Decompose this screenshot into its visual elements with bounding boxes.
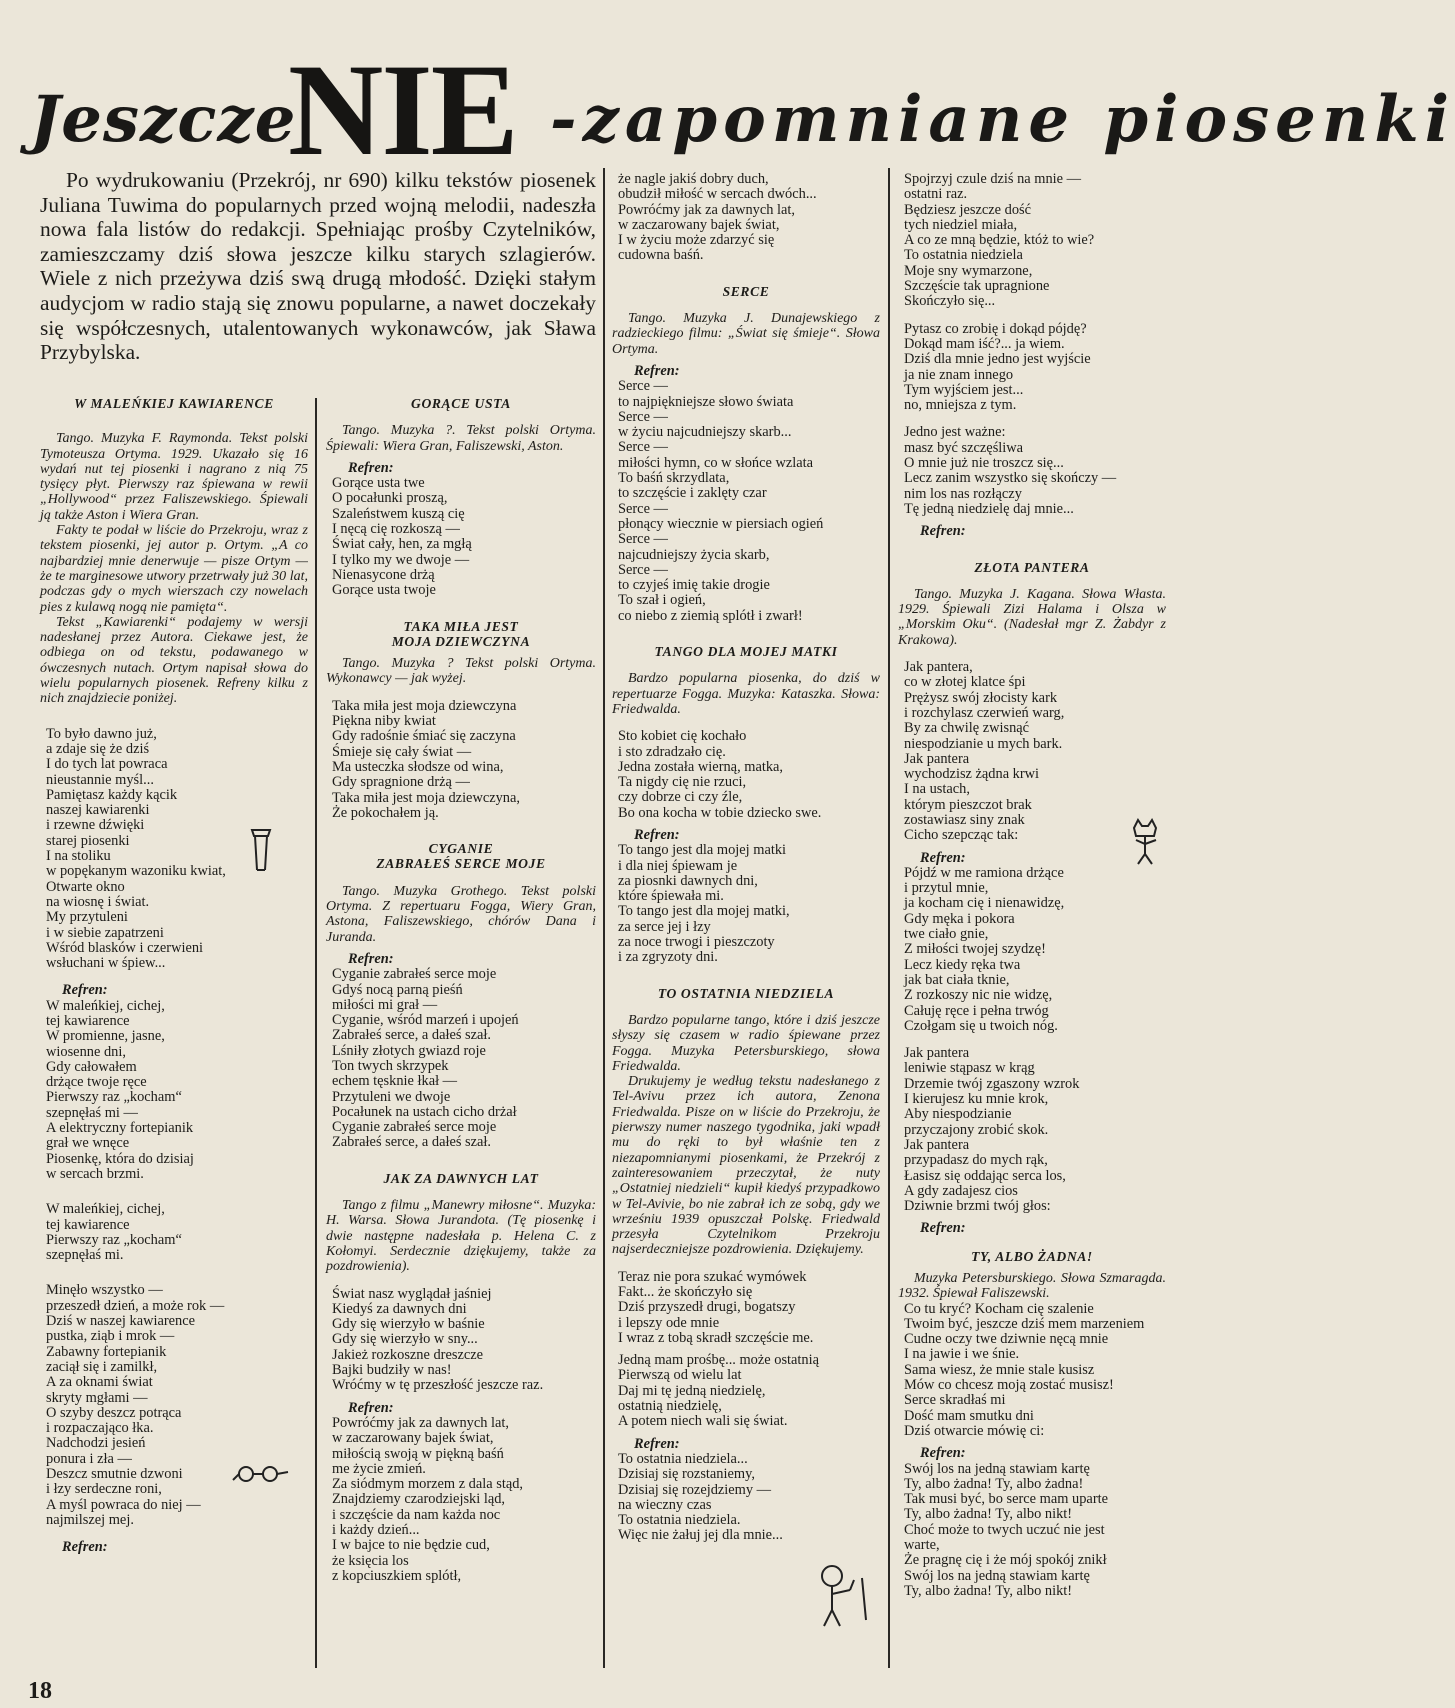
song-text: Co tu kryć? Kocham cię szalenie Twoim być, jeszcze dziś mem marzeniem Cudne oczy twe dziwnie nęcą mnie I na jawie i we śnie. Sama wiesz, że mnie stale kusisz Mów co chcesz moją zostać musisz! Serce skradłaś mi Dość mam smutku dni Dziś otwarcie mówię ci:	[904, 1300, 1145, 1439]
column-3	[612, 172, 880, 1544]
song-note: Fakty te podał w liście do Przekroju, wraz z tekstem piosenki, jej autor p. Ortym. „A co najbardziej mnie denerwuje — pisze Ortym — że te marginesowe utwory przetrwały już 30 lat, podczas gdy o mych wierszach czy nowelach pies z kulawą nogą nie pamięta“.	[40, 523, 308, 615]
column-rule	[888, 168, 890, 1668]
song-text: Pójdź w me ramiona drżące i przytul mnie, ja kocham cię i nienawidzę, Gdy męka i pokora twe ciało gnie, Z miłości twojej szydzę! Lecz kiedy ręka twa jak bat ciała tknie, Z rozkoszy nic nie widzę, Całuję ręce i pełna trwóg Czołgam się u twoich nóg.	[904, 864, 1065, 1034]
song-text: Spojrzyj czule dziś na mnie — ostatni raz. Będziesz jeszcze dość tych niedziel miała, A co ze mną będzie, któż to wie? To ostatnia niedziela Moje sny wymarzone, Szczęście tak upragnione Skończyło się...	[904, 171, 1095, 310]
song-title: TAKA MIŁA JEST MOJA DZIEWCZYNA	[391, 618, 531, 649]
song-text: Powróćmy jak za dawnych lat, w zaczarowany bajek świat, miłością swoją w piękną baśń me życie zmień. Za siódmym morzem z dala stąd, Znajdziemy czarodziejski ląd, i szczęście da nam każda noc i każdy dzień... I w bajce to nie będzie cud, że księcia los z kopciuszkiem splótł,	[332, 1414, 524, 1584]
column-2	[326, 396, 596, 1584]
song-text: Jak pantera, co w złotej klatce śpi Prężysz swój złocisty kark i rozchylasz czerwień warg, By za chwilę zwisnąć niespodzianie u mych bark. Jak pantera wychodzisz żądna krwi I na ustach, którym pieszczot brak zostawiasz siny znak Cicho szepcząc tak:	[904, 659, 1065, 844]
refren-label: Refren:	[348, 459, 394, 476]
refren-label: Refren:	[62, 982, 108, 999]
song-text: To tango jest dla mojej matki i dla niej śpiewam je za piosnki dawnych dni, które śpiewała mi. To tango jest dla mojej matki, za serce jej i łzy za noce trwogi i pieszczoty i za zgryzoty dni.	[618, 842, 790, 966]
song-title: W MALEŃKIEJ KAWIARENCE	[74, 396, 274, 411]
intro-text: Po wydrukowaniu (Przekrój, nr 690) kilku tekstów piosenek Juliana Tuwima do popularnych przed wojną melodii, nadeszła nowa fala listów do redakcji. Spełniając prośby Czytelników, zamieszczamy dziś słowa jeszcze kilku starych szlagierów. Wiele z nich przeżywa dziś swą drugą młodość. Dzięki stałym audycjom w radio stają się znowu popularne, a nawet doczekały się współczesnych, utalentowanych wykonawców, jak Sława Przybylska.	[40, 168, 596, 365]
song-title: ZŁOTA PANTERA	[974, 559, 1090, 575]
song-note: Tango z filmu „Manewry miłosne“. Muzyka: H. Warsa. Słowa Jurandota. (Tę piosenkę i dwie następne nadesłała p. Helena C. z Kołomyi. Serdecznie dziękujemy, także za pozdrowienia).	[326, 1198, 596, 1275]
song-verse: Minęło wszystko — przeszedł dzień, a może rok — Dziś w naszej kawiarence pustka, ziąb i mrok — Zabawny fortepianik zaciął się i zamilkł, A za oknami świat skryty mgłami — O szyby deszcz potrąca i rozpaczająco łka. Nadchodzi jesień ponura i zła — Deszcz smutnie dzwoni i łzy serdeczne roni, A myśl powraca do niej — najmilszej mej.	[46, 1282, 225, 1528]
microphone-sketch-icon	[244, 826, 278, 876]
song-title: JAK ZA DAWNYCH LAT	[383, 1170, 539, 1186]
refren-label: Refren:	[348, 950, 394, 967]
song-note: Bardzo popularne tango, które i dziś jeszcze słyszy się czasem w radio śpiewane przez Fogga. Muzyka Petersburskiego, słowa Friedwalda.	[612, 1012, 880, 1074]
song-text: że nagle jakiś dobry duch, obudził miłość w sercach dwóch... Powróćmy jak za dawnych lat, w zaczarowany bajek świat, I w życiu może zdarzyć się cudowna baśń.	[618, 171, 817, 264]
song-title: SERCE	[722, 283, 770, 299]
song-text: Świat nasz wyglądał jaśniej Kiedyś za dawnych dni Gdy się wierzyło w baśnie Gdy się wierzyło w sny... Jakież rozkoszne dreszcze Bajki budziły w nas! Wróćmy w tę przeszłość jeszcze raz.	[332, 1285, 544, 1394]
headline-right: -zapomniane piosenki	[550, 82, 1455, 157]
song-text: Jedno jest ważne: masz być szczęśliwa O mnie już nie troszcz się... Lecz zanim wszystko się skończy — nim los nas rozłączy Tę jedną niedzielę daj mnie...	[904, 424, 1117, 517]
song-title: TY, ALBO ŻADNA!	[971, 1248, 1093, 1264]
song-text: Taka miła jest moja dziewczyna Piękna niby kwiat Gdy radośnie śmiać się zaczyna Śmieje się cały świat — Ma usteczka słodsze od wina, Gdy spragnione drżą — Taka miła jest moja dziewczyna, Że pokochałem ją.	[332, 697, 520, 821]
refren-label: Refren:	[920, 523, 966, 540]
headline-left: Jeszcze	[30, 82, 297, 157]
column-rule	[603, 168, 605, 1668]
song-note: Muzyka Petersburskiego. Słowa Szmaragda. 1932. Śpiewał Faliszewski.	[898, 1271, 1166, 1302]
refren-label: Refren:	[634, 362, 680, 379]
song-note: Tango. Muzyka ? Tekst polski Ortyma. Wykonawcy — jak wyżej.	[326, 656, 596, 687]
song-text: Sto kobiet cię kochało i sto zdradzało cię. Jedna została wierną, matka, Ta nigdy cię nie rzuci, czy dobrze ci czy źle, Bo ona kocha w tobie dziecko swe.	[618, 728, 822, 821]
refren-label: Refren:	[920, 849, 966, 866]
song-text: Jak pantera leniwie stąpasz w krąg Drzemie twój zgaszony wzrok I kierujesz ku mnie krok, Aby niespodzianie przyczajony zrobić skok. Jak pantera przypadasz do mych rąk, Łasisz się oddając serca los, A gdy zadajesz cios Dziwnie brzmi twój głos:	[904, 1045, 1080, 1215]
song-text: Cyganie zabrałeś serce moje Gdyś nocą parną pieśń miłości mi grał — Cyganie, wśród marzeń i upojeń Zabrałeś serce, a dałeś szał. Lśniły złotych gwiazd roje Ton twych skrzypek echem tęsknie łkał — Przytuleni we dwoje Pocałunek na ustach cicho drżał Cyganie zabrałeś serce moje Zabrałeś serce, a dałeś szał.	[332, 966, 519, 1151]
song-text: To ostatnia niedziela... Dzisiaj się rozstaniemy, Dzisiaj się rozejdziemy — na wieczny czas To ostatnia niedziela. Więc nie żałuj jej dla mnie...	[618, 1450, 783, 1544]
song-text: Jedną mam prośbę... może ostatnią Pierwszą od wielu lat Daj mi tę jedną niedzielę, ostatnią niedzielę, A potem niech wali się świat.	[618, 1352, 820, 1430]
song-title: TO OSTATNIA NIEDZIELA	[657, 985, 835, 1001]
song-title: TANGO DLA MOJEJ MATKI	[654, 644, 838, 660]
song-text: Swój los na jedną stawiam kartę Ty, albo żadna! Ty, albo żadna! Tak musi być, bo serce mam uparte Ty, albo żadna! Ty, albo nikt! Choć może to twych uczuć nie jest warte, Że pragnę cię i że mój spokój znikł Swój los na jedną stawiam kartę Ty, albo żadna! Ty, albo nikt!	[904, 1460, 1108, 1599]
spectacles-sketch-icon	[230, 1460, 292, 1490]
refren-label: Refren:	[634, 1435, 680, 1452]
song-text: Gorące usta twe O pocałunki proszą, Szaleństwem kuszą cię I nęcą cię rozkoszą — Świat cały, hen, za mgłą I tylko my we dwoje — Nienasycone drżą Gorące usta twoje	[332, 475, 472, 599]
song-text: Pytasz co zrobię i dokąd pójdę? Dokąd mam iść?... ja wiem. Dziś dla mnie jedno jest wyjście ja nie znam innego Tym wyjściem jest... no, mniejsza z tym.	[904, 320, 1091, 414]
song-verse: To było dawno już, a zdaje się że dziś I do tych lat powraca nieustannie myśl... Pamiętasz każdy kącik naszej kawiarenki i rzewne dźwięki starej piosenki I na stoliku w popękanym wazoniku kwiat, Otwarte okno na wiosnę i świat. My przytuleni i w siebie zapatrzeni Wśród blasków i czerwieni wsłuchani w śpiew...	[46, 725, 226, 972]
song-note: Bardzo popularna piosenka, do dziś w repertuarze Fogga. Muzyka: Kataszka. Słowa: Friedwalda.	[612, 671, 880, 717]
column-1	[40, 396, 308, 1555]
song-note: Tekst „Kawiarenki“ podajemy w wersji nadesłanej przez Autora. Ciekawe jest, że odbiega on od tekstu, podawanego w ówczesnych nutach. Ortym napisał słowa do wielu popularnych piosenek. Refreny kilku z nich znajdziecie poniżej.	[40, 614, 308, 707]
refren-label: Refren:	[920, 1445, 966, 1462]
refren-label: Refren:	[634, 826, 680, 843]
refren-label: Refren:	[62, 1539, 108, 1556]
song-note: Tango. Muzyka J. Kagana. Słowa Własta. 1929. Śpiewali Zizi Halama i Olsza w „Morskim Oku“. (Nadesłał mgr Z. Żabdyr z Krakowa).	[898, 586, 1166, 648]
figure-sketch-icon	[810, 1560, 880, 1630]
song-note: Tango. Muzyka ?. Tekst polski Ortyma. Śpiewali: Wiera Gran, Faliszewski, Aston.	[326, 423, 596, 454]
song-title: CYGANIE ZABRAŁEŚ SERCE MOJE	[376, 841, 546, 872]
song-refren: W maleńkiej, cichej, tej kawiarence W promienne, jasne, wiosenne dni, Gdy całowałem drżące twoje ręce Pierwszy raz „kocham“ szepnęłaś mi — A elektryczny fortepianik grał we wnęce Piosenkę, która do dzisiaj w sercach brzmi.	[46, 997, 194, 1182]
refren-label: Refren:	[920, 1220, 966, 1237]
cat-sketch-icon	[1128, 818, 1162, 868]
song-text: Teraz nie pora szukać wymówek Fakt... że skończyło się Dziś przyszedł drugi, bogatszy i lepszy ode mnie I wraz z tobą skradł szczęście me.	[618, 1268, 814, 1346]
song-verse: W maleńkiej, cichej, tej kawiarence Pierwszy raz „kocham“ szepnęłaś mi.	[46, 1201, 182, 1264]
song-text: Serce — to najpiękniejsze słowo świata Serce — w życiu najcudniejszy skarb... Serce — miłości hymn, co w słońce wzlata To baśń skrzydlata, to szczęście i zaklęty czar Serce — płonący wiecznie w piersiach ogień Serce — najcudniejszy życia skarb, Serce — to czyjeś imię takie drogie To szał i ogień, co niebo z ziemią splótł i zwarł!	[618, 378, 824, 624]
refren-label: Refren:	[348, 1399, 394, 1416]
song-note: Tango. Muzyka J. Dunajewskiego z radzieckiego filmu: „Świat się śmieje“. Słowa Ortyma.	[612, 311, 880, 357]
song-title: GORĄCE USTA	[411, 396, 511, 411]
song-note: Tango. Muzyka F. Raymonda. Tekst polski Tymoteusza Ortyma. 1929. Ukazało się 16 wydań nut tej piosenki i nagrano z nią 75 tysięcy płyt. Pierwszy raz śpiewana w rewii „Hollywood“ przez Faliszewskiego. Śpiewali ją także Aston i Wiera Gran.	[40, 431, 308, 523]
page-number: 18	[28, 1678, 52, 1704]
intro-paragraph	[40, 168, 596, 365]
song-note: Tango. Muzyka Grothego. Tekst polski Ortyma. Z repertuaru Fogga, Wiery Gran, Astona, Faliszewskiego, chórów Dana i Juranda.	[326, 883, 596, 945]
column-rule	[315, 398, 317, 1668]
song-note: Drukujemy je według tekstu nadesłanego z Tel-Avivu przez ich autora, Zenona Friedwalda. Pisze on w liście do Przekroju, że pierwszy numer naszego tygodnika, jaki wpadł mu do ręki to był właśnie ten z niezapomnianymi piosenkami, że Przekrój z zainteresowaniem przeczytał, że nuty „Ostatniej niedzieli“ kupił kiedyś przypadkowo w Tel-Avivie, bo nie zabrał ich ze sobą, gdy we wrześniu 1939 opuszczał Polskę. Friedwald przesyła Czytelnikom Przekroju najserdeczniejsze pozdrowienia. Dziękujemy.	[612, 1074, 880, 1258]
headline	[30, 36, 1455, 183]
column-4	[898, 172, 1166, 1599]
headline-big: NIE	[288, 36, 517, 183]
